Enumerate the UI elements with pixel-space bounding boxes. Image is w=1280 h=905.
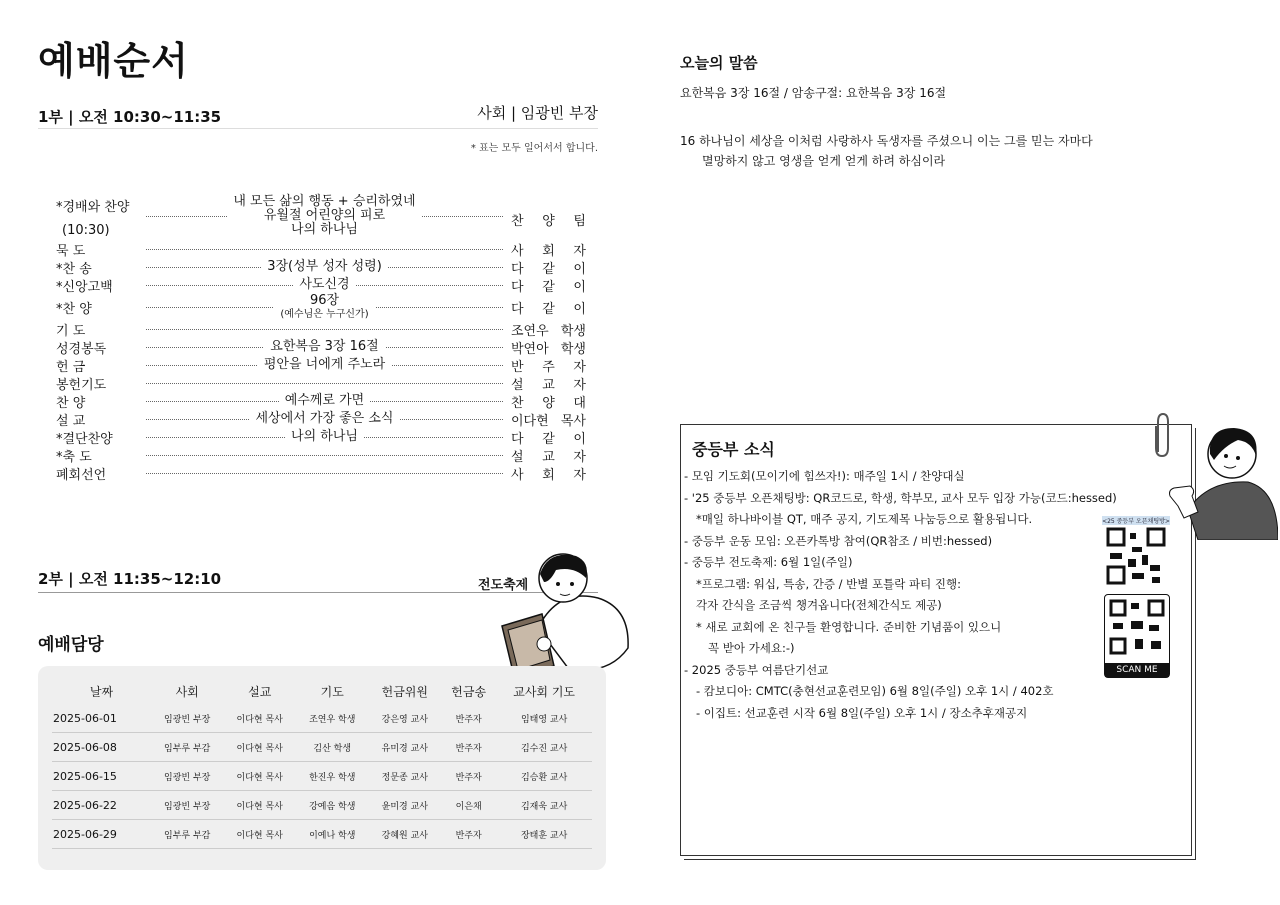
table-cell: 정문종 교사 bbox=[369, 762, 442, 791]
table-cell: 이다현 목사 bbox=[223, 762, 296, 791]
table-row bbox=[52, 791, 592, 820]
order-row bbox=[56, 410, 586, 428]
order-label bbox=[56, 298, 146, 317]
order-sub: (10:30) bbox=[62, 223, 110, 238]
staff-table bbox=[52, 678, 592, 849]
table-cell: 유미경 교사 bbox=[369, 733, 442, 762]
order-leader: 설 교 자 bbox=[511, 449, 586, 465]
order-label bbox=[56, 240, 146, 259]
table-cell: 조연우 학생 bbox=[296, 704, 369, 733]
news-item: * 새로 교회에 온 친구들 환영합니다. 준비한 기념품이 있으니 bbox=[696, 619, 1002, 634]
order-row bbox=[56, 428, 586, 446]
order-leader: 조연우 학생 bbox=[511, 323, 586, 339]
order-label bbox=[56, 374, 146, 393]
order-label-text: 봉헌기도 bbox=[56, 377, 107, 393]
order-text: 내 모든 삶의 행동 + 승리하였네 bbox=[233, 193, 416, 209]
order-row bbox=[56, 446, 586, 464]
table-cell: 2025-06-01 bbox=[52, 704, 151, 733]
word-reference: 요한복음 3장 16절 / 암송구절: 요한복음 3장 16절 bbox=[680, 86, 947, 100]
order-leader: 사 회 자 bbox=[511, 467, 586, 483]
news-item: 각자 간식을 조금씩 챙겨옵니다(전체간식도 제공) bbox=[696, 598, 942, 612]
order-label bbox=[56, 410, 146, 429]
order-leader: 이다현 목사 bbox=[511, 413, 586, 429]
order-content bbox=[146, 392, 503, 410]
order-row bbox=[56, 374, 586, 392]
order-label bbox=[56, 192, 146, 238]
part1-host: 사회 | 임광빈 부장 bbox=[477, 104, 598, 122]
order-leader: 다 같 이 bbox=[511, 261, 586, 277]
order-content bbox=[146, 356, 503, 374]
order-label bbox=[56, 464, 146, 483]
part2-time: 2부 | 오전 11:35~12:10 bbox=[38, 570, 222, 588]
table-header: 사회 bbox=[175, 684, 199, 699]
order-text: 나의 하나님 bbox=[291, 222, 358, 238]
table-cell: 임광빈 부장 bbox=[151, 762, 224, 791]
order-content bbox=[146, 464, 503, 482]
order-label bbox=[56, 446, 146, 465]
order-row bbox=[56, 258, 586, 276]
order-leader: 다 같 이 bbox=[511, 431, 586, 447]
table-cell: 반주자 bbox=[441, 762, 496, 791]
order-text: 사도신경 bbox=[299, 276, 350, 292]
verse-line: 16 하나님이 세상을 이처럼 사랑하사 독생자를 주셨으니 이는 그를 믿는 자마다 bbox=[680, 134, 1093, 148]
order-label-text: 기 도 bbox=[56, 323, 86, 339]
table-cell: 장태훈 교사 bbox=[496, 820, 592, 849]
order-row bbox=[56, 338, 586, 356]
table-cell: 이다현 목사 bbox=[223, 733, 296, 762]
table-row bbox=[52, 733, 592, 762]
news-item: 꼭 받아 가세요:-) bbox=[708, 641, 795, 655]
order-leader: 설 교 자 bbox=[511, 377, 586, 393]
news-item: - 이집트: 선교훈련 시작 6월 8일(주일) 오후 1시 / 장소추후재공지 bbox=[696, 705, 1028, 720]
order-content bbox=[146, 428, 503, 446]
news-item: - 모임 기도회(모이기에 힘쓰자!): 매주일 1시 / 찬양대실 bbox=[684, 469, 965, 483]
staff-title: 예배담당 bbox=[38, 635, 104, 655]
qr-caption: <25 중등부 오픈채팅방> bbox=[1102, 518, 1170, 525]
order-label-text: *찬 양 bbox=[56, 301, 92, 317]
table-header: 교사회 기도 bbox=[513, 684, 576, 699]
news-title: 중등부 소식 bbox=[692, 440, 775, 459]
order-label-text: 찬 양 bbox=[56, 395, 86, 411]
table-row bbox=[52, 762, 592, 791]
table-row bbox=[52, 704, 592, 733]
qr-code-icon bbox=[1105, 595, 1169, 661]
news-item: *매일 하나바이블 QT, 매주 공지, 기도제목 나눔등으로 활용됩니다. bbox=[696, 512, 1033, 526]
order-leader: 사 회 자 bbox=[511, 243, 586, 259]
table-header: 날짜 bbox=[89, 684, 114, 699]
verse bbox=[680, 131, 1180, 171]
page-title: 예배순서 bbox=[38, 39, 189, 83]
order-row bbox=[56, 240, 586, 258]
order-content bbox=[146, 192, 503, 240]
news-item: - 캄보디아: CMTC(충현선교훈련모임) 6월 8일(주일) 오후 1시 / 402호 bbox=[696, 684, 1054, 698]
table-cell: 반주자 bbox=[441, 820, 496, 849]
table-cell: 임부루 부감 bbox=[151, 820, 224, 849]
order-content bbox=[146, 446, 503, 464]
table-cell: 김승환 교사 bbox=[496, 762, 592, 791]
table-header: 기도 bbox=[320, 684, 344, 699]
order-label bbox=[56, 258, 146, 277]
order-text: 3장(성부 성자 성령) bbox=[267, 258, 382, 274]
order-label bbox=[56, 338, 146, 357]
order-leader: 박연아 학생 bbox=[511, 341, 586, 357]
order-row bbox=[56, 320, 586, 338]
table-cell: 반주자 bbox=[441, 704, 496, 733]
worship-order bbox=[56, 192, 586, 482]
openchat-qr[interactable] bbox=[1102, 516, 1170, 590]
scan-me-label: SCAN ME bbox=[1105, 663, 1169, 677]
order-label-text: *축 도 bbox=[56, 449, 92, 465]
order-leader: 다 같 이 bbox=[511, 279, 586, 295]
order-label-text: 묵 도 bbox=[56, 243, 86, 259]
table-row bbox=[52, 820, 592, 849]
table-header: 설교 bbox=[248, 684, 272, 699]
table-cell: 2025-06-08 bbox=[52, 733, 151, 762]
order-text: 나의 하나님 bbox=[291, 428, 358, 444]
table-cell: 김수진 교사 bbox=[496, 733, 592, 762]
order-subtext: (예수님은 누구신가) bbox=[280, 308, 369, 320]
table-cell: 임광빈 부장 bbox=[151, 791, 224, 820]
order-leader: 반 주 자 bbox=[511, 359, 586, 375]
table-cell: 2025-06-29 bbox=[52, 820, 151, 849]
order-text: 예수께로 가면 bbox=[284, 392, 365, 408]
table-cell: 강혜원 교사 bbox=[369, 820, 442, 849]
order-text: 요한복음 3장 16절 bbox=[270, 338, 379, 354]
waving-person-illustration bbox=[1168, 420, 1278, 540]
order-label-text: 헌 금 bbox=[56, 359, 86, 375]
order-content bbox=[146, 240, 503, 258]
table-cell: 이은채 bbox=[441, 791, 496, 820]
order-leader: 찬 양 대 bbox=[511, 395, 586, 411]
order-row bbox=[56, 392, 586, 410]
order-leader: 다 같 이 bbox=[511, 301, 586, 317]
order-label-text: 성경봉독 bbox=[56, 341, 107, 357]
news-item: - '25 중등부 오픈채팅방: QR코드로, 학생, 학부모, 교사 모두 입장 가능(코드:hessed) bbox=[684, 490, 1117, 505]
order-content bbox=[146, 276, 503, 294]
table-cell: 이다현 목사 bbox=[223, 820, 296, 849]
table-header: 헌금위원 bbox=[381, 684, 428, 699]
part2-label: 전도축제 bbox=[478, 578, 529, 593]
news-item: - 2025 중등부 여름단기선교 bbox=[684, 662, 829, 677]
order-label-text: 설 교 bbox=[56, 413, 86, 429]
verse-line: 멸망하지 않고 영생을 얻게 얻게 하려 하심이라 bbox=[702, 154, 946, 168]
news-item: - 중등부 운동 모임: 오픈카톡방 참여(QR참조 / 비번:hessed) bbox=[684, 533, 993, 548]
table-cell: 김산 학생 bbox=[296, 733, 369, 762]
order-row bbox=[56, 276, 586, 294]
order-row bbox=[56, 356, 586, 374]
table-cell: 임부루 부감 bbox=[151, 733, 224, 762]
table-header: 헌금송 bbox=[451, 684, 487, 699]
divider bbox=[38, 128, 598, 129]
order-text: 유월절 어린양의 피로 bbox=[263, 207, 386, 223]
table-cell: 이예나 학생 bbox=[296, 820, 369, 849]
order-text: 96장 bbox=[309, 293, 340, 309]
table-cell: 강예음 학생 bbox=[296, 791, 369, 820]
table-cell: 윤미경 교사 bbox=[369, 791, 442, 820]
order-label bbox=[56, 276, 146, 295]
order-label-text: *경배와 찬양 bbox=[56, 200, 130, 215]
order-label-text: *찬 송 bbox=[56, 261, 92, 277]
standing-note: * 표는 모두 일어서서 합니다. bbox=[470, 143, 598, 154]
table-cell: 이다현 목사 bbox=[223, 791, 296, 820]
news-item: - 중등부 전도축제: 6월 1일(주일) bbox=[684, 555, 853, 569]
table-cell: 김재욱 교사 bbox=[496, 791, 592, 820]
order-content bbox=[146, 338, 503, 356]
table-cell: 한진우 학생 bbox=[296, 762, 369, 791]
part1-time: 1부 | 오전 10:30~11:35 bbox=[38, 108, 222, 126]
table-cell: 강은영 교사 bbox=[369, 704, 442, 733]
order-row bbox=[56, 464, 586, 482]
table-cell: 임광빈 부장 bbox=[151, 704, 224, 733]
table-cell: 2025-06-15 bbox=[52, 762, 151, 791]
exercise-qr[interactable] bbox=[1104, 594, 1170, 678]
table-cell: 이다현 목사 bbox=[223, 704, 296, 733]
order-label bbox=[56, 428, 146, 447]
order-label-text: *결단찬양 bbox=[56, 431, 113, 447]
order-leader: 찬 양 팀 bbox=[511, 214, 586, 229]
news-item: *프로그램: 워십, 특송, 간증 / 반별 포틀락 파티 진행: bbox=[696, 576, 961, 591]
order-label bbox=[56, 392, 146, 411]
order-label-text: 폐회선언 bbox=[56, 467, 107, 483]
order-content bbox=[146, 320, 503, 338]
order-label bbox=[56, 356, 146, 375]
news-list bbox=[684, 466, 1164, 724]
table-cell: 2025-06-22 bbox=[52, 791, 151, 820]
qr-code-icon bbox=[1102, 525, 1170, 589]
order-label bbox=[56, 320, 146, 339]
order-label-text: *신앙고백 bbox=[56, 279, 113, 295]
order-content bbox=[146, 410, 503, 428]
table-cell: 임태영 교사 bbox=[496, 704, 592, 733]
word-title: 오늘의 말씀 bbox=[680, 54, 758, 72]
table-cell: 반주자 bbox=[441, 733, 496, 762]
order-row bbox=[56, 192, 586, 240]
order-content bbox=[146, 374, 503, 392]
order-content bbox=[146, 294, 503, 320]
order-content bbox=[146, 258, 503, 276]
reading-person-illustration bbox=[498, 548, 632, 678]
order-text: 평안을 너에게 주노라 bbox=[263, 356, 386, 372]
order-row bbox=[56, 294, 586, 320]
order-text: 세상에서 가장 좋은 소식 bbox=[255, 410, 394, 426]
